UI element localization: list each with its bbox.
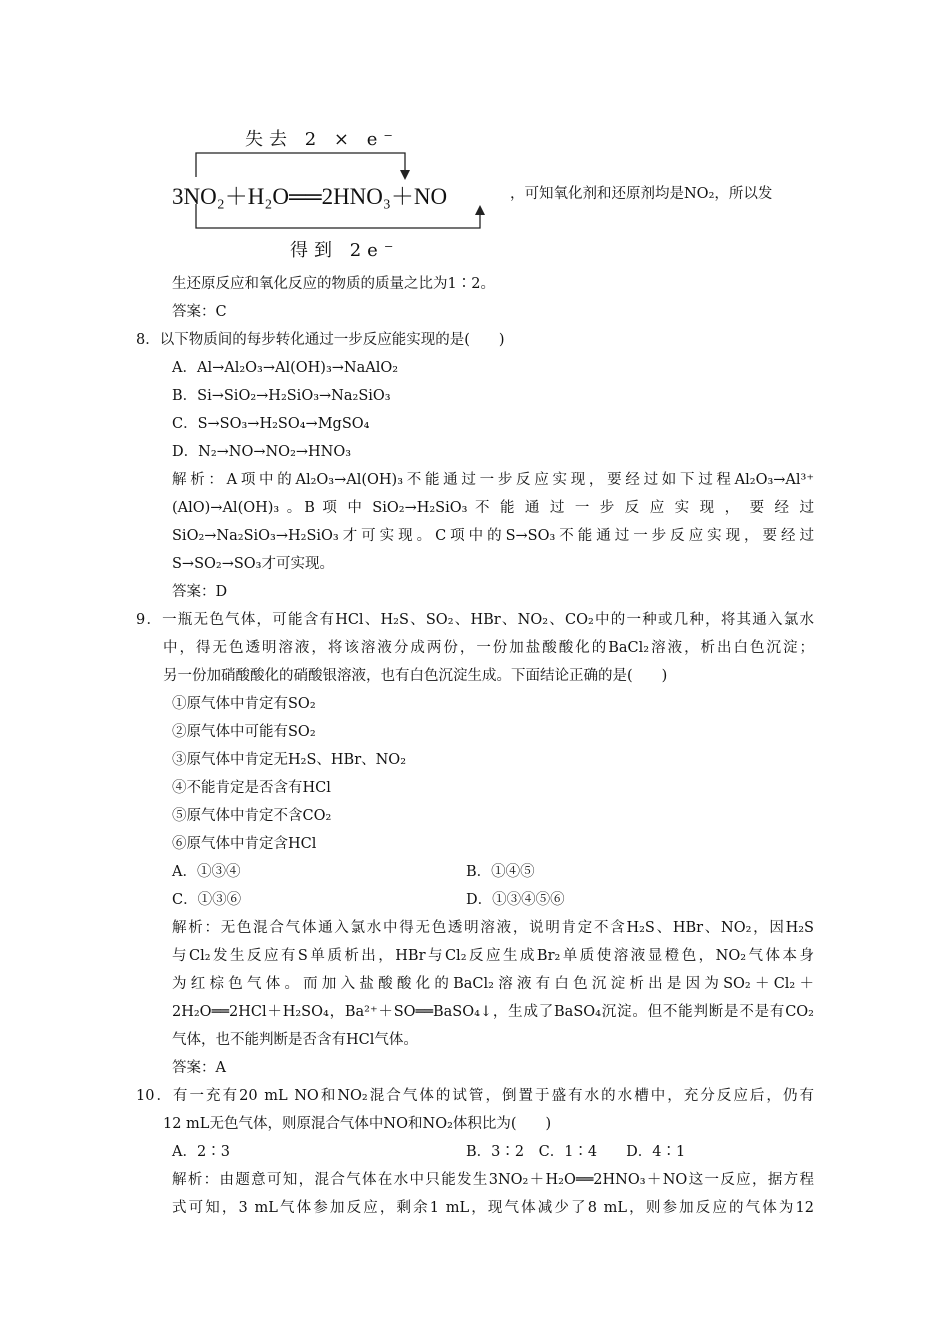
question-10-stem: 10．有一充有20 mL NO和NO₂混合气体的试管，倒置于盛有水的水槽中，充分反应后，仍有 — [136, 1088, 814, 1104]
analysis-line: 2H₂O══2HCl＋H₂SO₄，Ba²⁺＋SO══BaSO₄↓，生成了BaSO₄沉淀。但不能判断是不是有CO₂ — [172, 1004, 814, 1020]
electron-transfer-arrows — [0, 0, 950, 280]
question-8-stem: 8．以下物质间的每步转化通过一步反应能实现的是( ) — [136, 332, 505, 348]
equation-tail-text: ，可知氧化剂和还原剂均是NO₂，所以发 — [510, 186, 773, 202]
analysis-line: 气体，也不能判断是否含有HCl气体。 — [172, 1032, 418, 1048]
question-9-stem: 9．一瓶无色气体，可能含有HCl、H₂S、SO₂、HBr、NO₂、CO₂中的一种或几种，将其通入氯水 — [136, 612, 814, 628]
option-d: D．①③④⑤⑥ — [466, 892, 565, 908]
analysis-line: S→SO₂→SO₃才可实现。 — [172, 556, 334, 572]
option-a: A．①③④ — [172, 864, 241, 880]
option-a: A．Al→Al₂O₃→Al(OH)₃→NaAlO₂ — [172, 360, 399, 376]
statement-item: ④不能肯定是否含有HCl — [172, 780, 331, 796]
option-c: C．S→SO₃→H₂SO₄→MgSO₄ — [172, 416, 370, 432]
analysis-line: 与Cl₂发生反应有S单质析出，HBr与Cl₂反应生成Br₂单质使溶液显橙色，NO₂气体本身 — [172, 948, 814, 964]
text-line: 生还原反应和氧化反应的物质的质量之比为1∶2。 — [172, 276, 495, 292]
question-9-stem: 中，得无色透明溶液，将该溶液分成两份，一份加盐酸酸化的BaCl₂溶液，析出白色沉淀； — [163, 640, 814, 656]
option-b: B．①④⑤ — [466, 864, 535, 880]
option-b: B．Si→SiO₂→H₂SiO₃→Na₂SiO₃ — [172, 388, 391, 404]
gain-electrons-label: 得到 2e⁻ — [290, 240, 400, 261]
statement-item: ⑥原气体中肯定含HCl — [172, 836, 317, 852]
analysis-line: 为红棕色气体。而加入盐酸酸化的BaCl₂溶液有白色沉淀析出是因为SO₂＋Cl₂＋ — [172, 976, 814, 992]
analysis-line: 解析：A项中的Al₂O₃→Al(OH)₃不能通过一步反应实现，要经过如下过程Al₂O₃→Al³⁺ — [172, 472, 814, 488]
answer-line: 答案：A — [172, 1060, 226, 1076]
lose-electrons-label: 失去 2 × e⁻ — [245, 129, 399, 150]
statement-item: ⑤原气体中肯定不含CO₂ — [172, 808, 332, 824]
question-10-stem: 12 mL无色气体，则原混合气体中NO和NO₂体积比为( ) — [163, 1116, 552, 1132]
option-c: C．①③⑥ — [172, 892, 242, 908]
answer-line: 答案：C — [172, 304, 227, 320]
analysis-line: 式可知，3 mL气体参加反应，剩余1 mL，现气体减少了8 mL，则参加反应的气体为12 — [172, 1200, 814, 1216]
statement-item: ①原气体中肯定有SO₂ — [172, 696, 316, 712]
redox-equation: 3NO₂＋H₂O══2HNO₃＋NO — [172, 184, 448, 209]
statement-item: ②原气体中可能有SO₂ — [172, 724, 316, 740]
question-9-stem: 另一份加硝酸酸化的硝酸银溶液，也有白色沉淀生成。下面结论正确的是( ) — [163, 668, 668, 684]
analysis-line: SiO₂→Na₂SiO₃→H₂SiO₃才可实现。C项中的S→SO₃不能通过一步反应实现，要经过 — [172, 528, 814, 544]
statement-item: ③原气体中肯定无H₂S、HBr、NO₂ — [172, 752, 407, 768]
option-b-c-d: B．3∶2 C．1∶4 D．4∶1 — [466, 1144, 686, 1160]
analysis-line: 解析：由题意可知，混合气体在水中只能发生3NO₂＋H₂O══2HNO₃＋NO这一反应，据方程 — [172, 1172, 814, 1188]
analysis-line: (AlO)→Al(OH)₃ 。B 项 中 SiO₂→H₂SiO₃ 不 能 通 过 一 步 反 应 实 现 ， 要 经 过 — [172, 500, 814, 516]
option-d: D．N₂→NO→NO₂→HNO₃ — [172, 444, 352, 460]
option-a: A．2∶3 — [172, 1144, 230, 1160]
answer-line: 答案：D — [172, 584, 228, 600]
analysis-line: 解析：无色混合气体通入氯水中得无色透明溶液，说明肯定不含H₂S、HBr、NO₂，因H₂S — [172, 920, 814, 936]
